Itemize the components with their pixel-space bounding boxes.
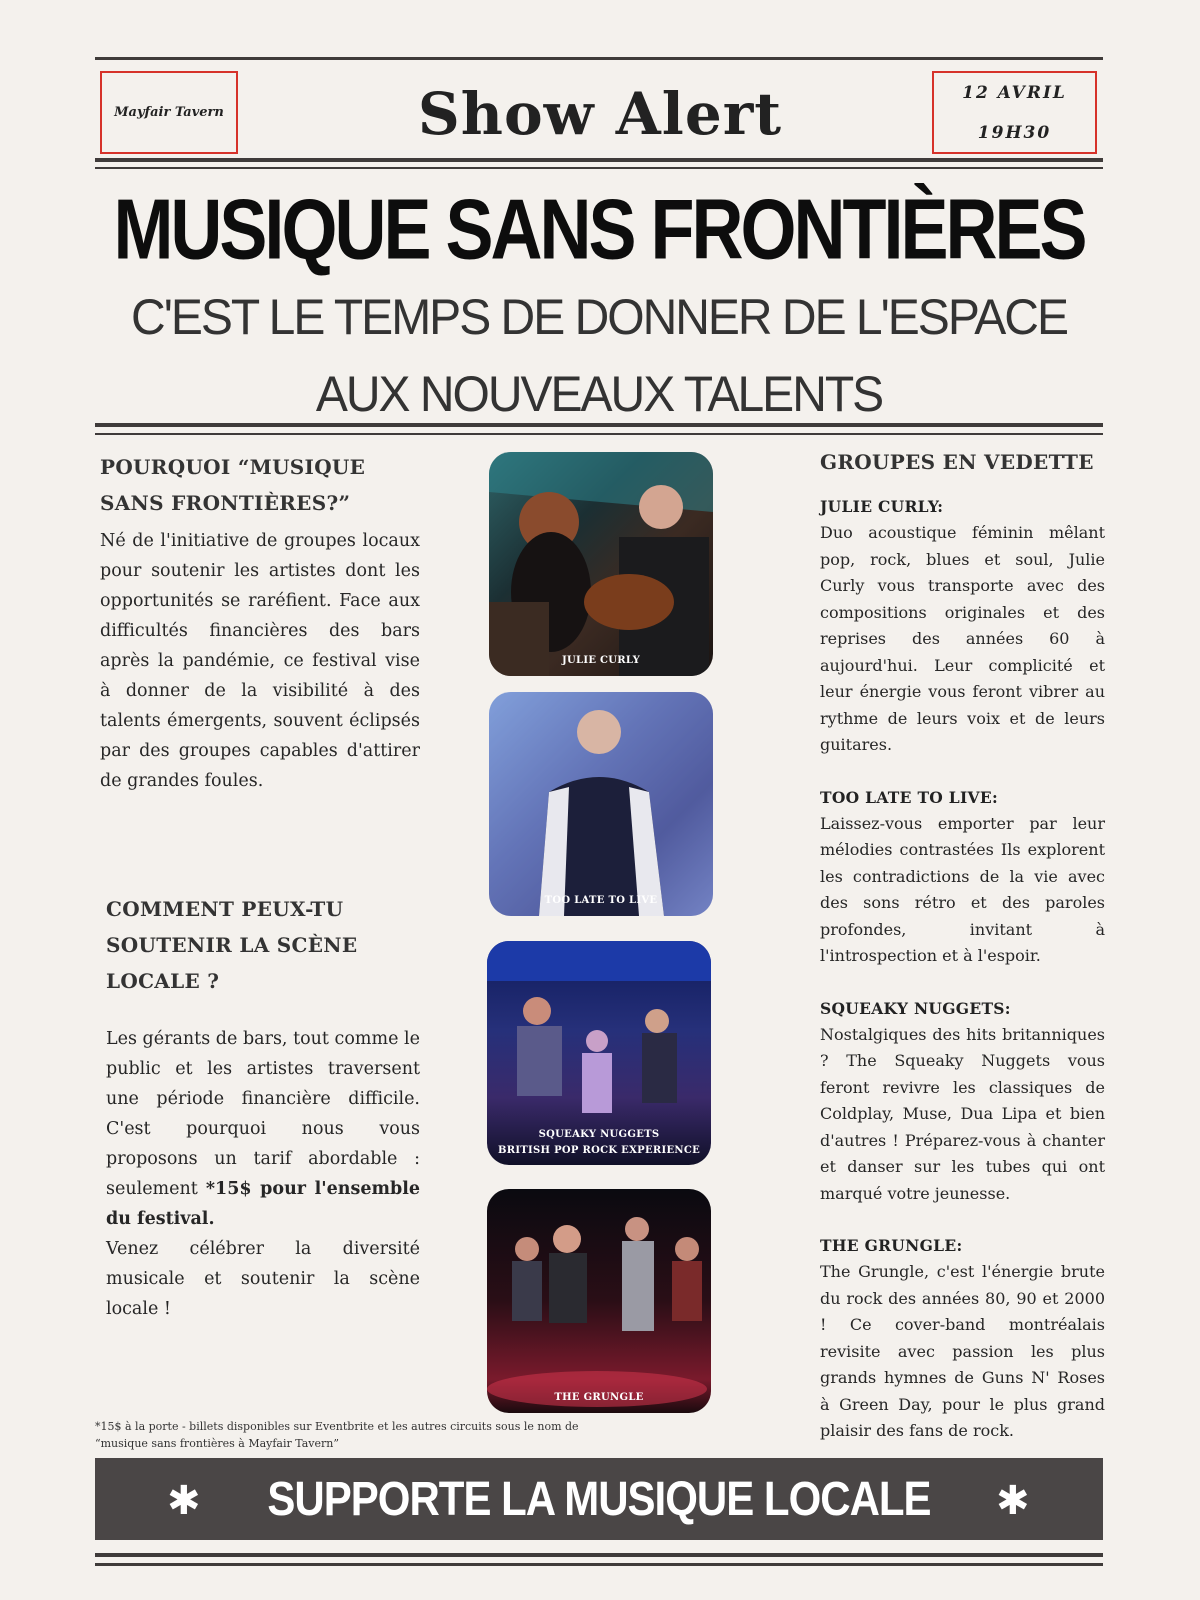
band-description: Nostalgiques des hits britanniques ? The Squeaky Nuggets vous feront revivre les classiques de Coldplay, Muse, Dua Lipa et bien d'autres ! Préparez-vous à chanter et danser sur les tubes qui ont marqué votre jeunesse. <box>820 1024 1105 1203</box>
subheadline-line1: C'EST LE TEMPS DE DONNER DE L'ESPACE <box>131 289 1067 346</box>
band-description: Duo acoustique féminin mêlant pop, rock, blues et soul, Julie Curly vous transporte avec des compositions originales et des reprises des années 60 à aujourd'hui. Leur complicité et leur énergie vous feront vibrer au rythme de leurs voix et de leurs guitares. <box>820 523 1105 754</box>
featured-bands <box>820 494 1105 1445</box>
bottom-rule-lower <box>95 1563 1103 1566</box>
section-rule-lower <box>95 433 1103 435</box>
featured-title: GROUPES EN VEDETTE <box>820 450 1094 474</box>
banner-text: SUPPORTE LA MUSIQUE LOCALE <box>267 1471 931 1526</box>
support-body-intro: Les gérants de bars, tout comme le public et les artistes traversent une période financière difficile. C'est pourquoi nous vous proposons un tarif abordable : seulement <box>106 1029 420 1199</box>
band-the-grungle <box>820 1233 1105 1445</box>
top-rule <box>95 57 1103 60</box>
photo-the-grungle <box>487 1189 711 1413</box>
band-squeaky-nuggets <box>820 996 1105 1208</box>
event-date: 12 AVRIL <box>962 82 1067 103</box>
band-name: JULIE CURLY: <box>820 497 944 516</box>
date-box <box>932 71 1097 154</box>
venue-name: Mayfair Tavern <box>114 105 224 120</box>
support-body <box>106 1024 420 1324</box>
support-title-line3: LOCALE ? <box>106 969 220 993</box>
section-rule-upper <box>95 423 1103 427</box>
masthead-rule-upper <box>95 158 1103 162</box>
band-description: Laissez-vous emporter par leur mélodies contrastées Ils explorent les contradictions de la vie avec des sons rétro et des paroles profondes, invitant à l'introspection et à l'espoir. <box>820 813 1105 965</box>
headline: MUSIQUE SANS FRONTIÈRES <box>113 183 1085 278</box>
photo-caption-squeaky-nuggets: SQUEAKY NUGGETS <box>538 1129 660 1140</box>
event-time: 19H30 <box>977 122 1052 143</box>
footnote-line1: *15$ à la porte - billets disponibles sur Eventbrite et les autres circuits sous le nom de <box>95 1420 579 1433</box>
venue-box <box>100 71 238 154</box>
why-body: Né de l'initiative de groupes locaux pour soutenir les artistes dont les opportunités se raréfient. Face aux difficultés financières des bars après la pandémie, ce festival vise à donner de la visibilité à des talents émergents, souvent éclipsés par des groupes capables d'attirer de grandes foules. <box>100 531 420 791</box>
band-too-late-to-live <box>820 785 1105 970</box>
band-julie-curly <box>820 494 1105 759</box>
support-title-line2: SOUTENIR LA SCÈNE <box>106 933 358 957</box>
band-name: THE GRUNGLE: <box>820 1236 963 1255</box>
photo-caption-julie-curly: JULIE CURLY <box>561 655 641 666</box>
subheadline-line2: AUX NOUVEAUX TALENTS <box>315 366 883 423</box>
why-title-line2: SANS FRONTIÈRES?” <box>100 491 351 515</box>
band-name: TOO LATE TO LIVE: <box>820 787 998 807</box>
band-name: SQUEAKY NUGGETS: <box>820 998 1011 1018</box>
asterisk-icon: ✱ <box>996 1478 1030 1524</box>
why-title-line1: POURQUOI “MUSIQUE <box>100 455 366 479</box>
photo-julie-curly-image <box>489 452 713 676</box>
support-title <box>106 891 436 999</box>
support-body-outro: Venez célébrer la diversité musicale et soutenir la scène locale ! <box>106 1239 420 1319</box>
masthead-rule-lower <box>95 167 1103 169</box>
photo-caption-too-late-to-live: TOO LATE TO LIVE <box>544 895 658 906</box>
photo-caption-squeaky-nuggets-sub: BRITISH POP ROCK EXPERIENCE <box>497 1145 701 1156</box>
photo-squeaky-nuggets <box>487 941 711 1165</box>
masthead-title: Show Alert <box>417 80 783 148</box>
photo-too-late-to-live <box>489 692 713 916</box>
footnote <box>95 1418 615 1452</box>
photo-caption-the-grungle: THE GRUNGLE <box>554 1392 644 1403</box>
support-body-price: *15$ pour l'ensemble du festival. <box>106 1179 420 1229</box>
support-title-line1: COMMENT PEUX-TU <box>106 897 344 921</box>
asterisk-icon: ✱ <box>167 1478 201 1524</box>
photo-julie-curly <box>489 452 713 676</box>
bottom-rule-upper <box>95 1553 1103 1557</box>
band-description: The Grungle, c'est l'énergie brute du rock des années 80, 90 et 2000 ! Ce cover-band montréalais revisite avec passion les plus grands hymnes de Guns N' Roses à Green Day, pour le plus grand plaisir des fans de rock. <box>820 1262 1105 1440</box>
support-banner <box>95 1458 1103 1540</box>
photo-too-late-to-live-image <box>489 692 713 916</box>
why-title <box>100 449 430 521</box>
photo-the-grungle-image <box>487 1189 711 1413</box>
footnote-line2: “musique sans frontières à Mayfair Tavern” <box>95 1437 339 1450</box>
